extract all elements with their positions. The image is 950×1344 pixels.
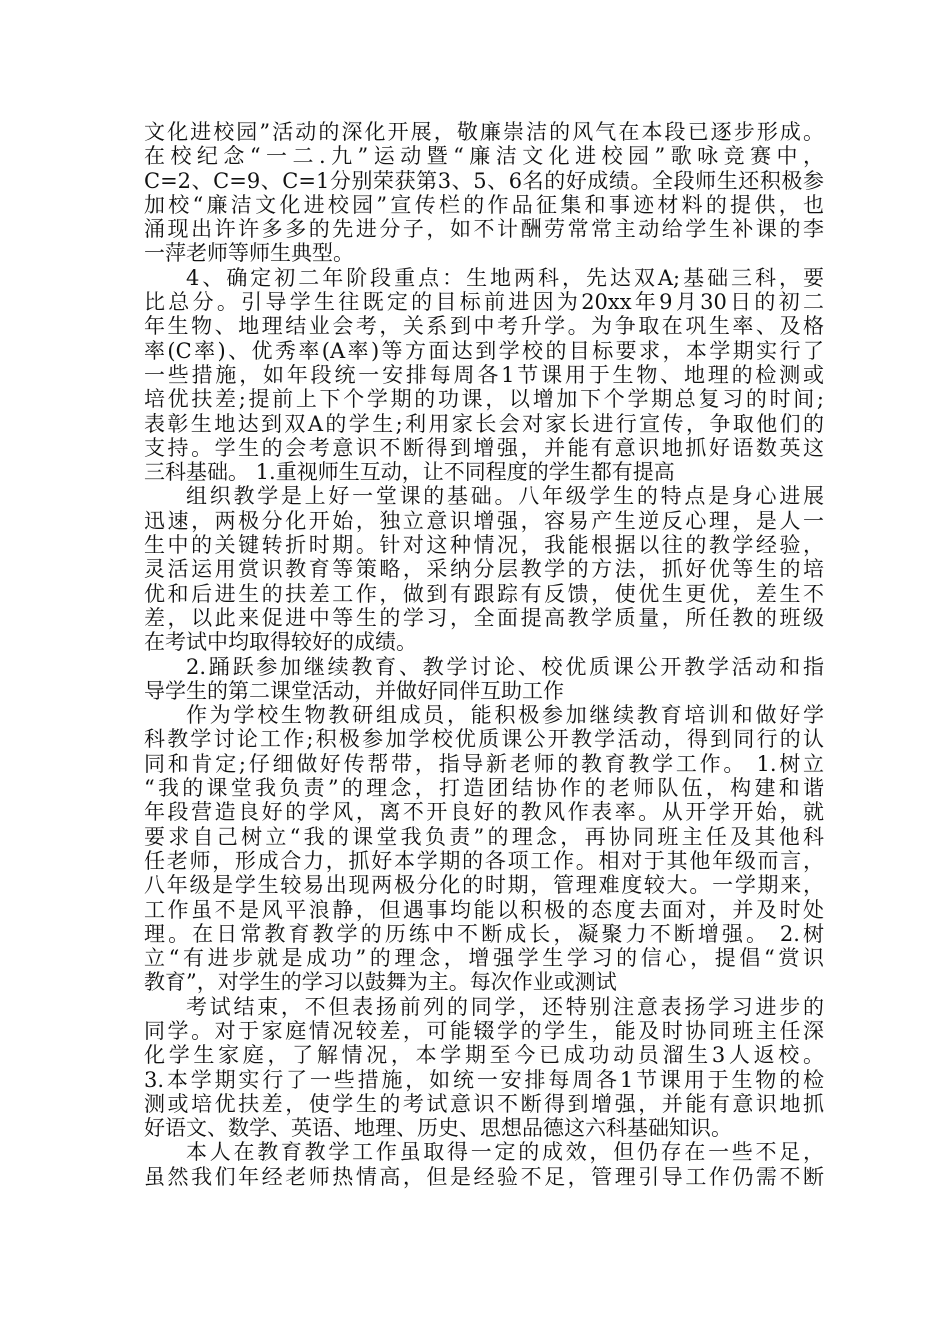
text-line: 生中的关键转折时期。针对这种情况，我能根据以往的教学经验， xyxy=(144,533,824,558)
text-line: 测或培优扶差，使学生的考试意识不断得到增强，并能有意识地抓 xyxy=(144,1091,824,1116)
text-line: C=2、C=9、C=1分别荣获第3、5、6名的好成绩。全段师生还积极参 xyxy=(144,168,824,193)
text-line: 年段营造良好的学风，离不开良好的教风作表率。从开学开始，就 xyxy=(144,800,824,825)
text-line: 差，以此来促进中等生的学习，全面提高教学质量，所任教的班级 xyxy=(144,605,824,630)
text-line: 支持。学生的会考意识不断得到增强，并能有意识地抓好语数英这 xyxy=(144,435,824,460)
text-line: 迅速，两极分化开始，独立意识增强，容易产生逆反心理，是人一 xyxy=(144,508,824,533)
text-line: 2.踊跃参加继续教育、教学讨论、校优质课公开教学活动和指 xyxy=(186,654,824,679)
text-line: 立“有进步就是成功”的理念，增强学生学习的信心，提倡“赏识 xyxy=(144,946,824,971)
text-line: 教育”，对学生的学习以鼓舞为主。每次作业或测试 xyxy=(144,970,617,995)
text-line: 年生物、地理结业会考，关系到中考升学。为争取在巩生率、及格 xyxy=(144,314,824,339)
text-line: 三科基础。 1.重视师生互动，让不同程度的学生都有提高 xyxy=(144,460,675,485)
text-line: 率(C率)、优秀率(A率)等方面达到学校的目标要求，本学期实行了 xyxy=(144,338,824,363)
text-line: 一萍老师等师生典型。 xyxy=(144,241,354,266)
text-line: 化学生家庭，了解情况，本学期至今已成功动员溜生3人返校。 xyxy=(144,1043,824,1068)
text-line: 好语文、数学、英语、地理、历史、思想品德这六科基础知识。 xyxy=(144,1116,732,1141)
text-line: 涌现出许许多多的先进分子，如不计酬劳常常主动给学生补课的李 xyxy=(144,217,824,242)
text-line: 灵活运用赏识教育等策略，采纳分层教学的方法，抓好优等生的培 xyxy=(144,557,824,582)
text-line: 一些措施，如年段统一安排每周各1节课用于生物、地理的检测或 xyxy=(144,362,824,387)
text-line: “我的课堂我负责”的理念，打造团结协作的老师队伍，构建和谐 xyxy=(144,776,824,801)
text-line: 培优扶差;提前上下个学期的功课，以增加下个学期总复习的时间; xyxy=(144,387,824,412)
text-line: 导学生的第二课堂活动，并做好同伴互助工作 xyxy=(144,678,564,703)
text-line: 加校“廉洁文化进校园”宣传栏的作品征集和事迹材料的提供，也 xyxy=(144,192,824,217)
text-line: 表彰生地达到双A的学生;利用家长会对家长进行宣传，争取他们的 xyxy=(144,411,824,436)
text-line: 科教学讨论工作;积极参加学校优质课公开教学活动，得到同行的认 xyxy=(144,727,824,752)
text-line: 虽然我们年经老师热情高，但是经验不足，管理引导工作仍需不断 xyxy=(144,1164,824,1189)
text-line: 同和肯定;仔细做好传帮带，指导新老师的教育教学工作。 1.树立 xyxy=(144,751,824,776)
text-line: 文化进校园”活动的深化开展，敬廉崇洁的风气在本段已逐步形成。 xyxy=(144,120,824,144)
text-line: 理。在日常教育教学的历练中不断成长，凝聚力不断增强。 2.树 xyxy=(144,921,824,946)
text-line: 考试结束，不但表扬前列的同学，还特别注意表扬学习进步的 xyxy=(186,994,824,1019)
text-line: 在校纪念“一二.九”运动暨“廉洁文化进校园”歌咏竞赛中， xyxy=(144,144,824,169)
text-line: 在考试中均取得较好的成绩。 xyxy=(144,630,417,655)
text-line: 4、确定初二年阶段重点：生地两科，先达双A;基础三科，要 xyxy=(186,265,824,290)
text-line: 任老师，形成合力，抓好本学期的各项工作。相对于其他年级而言， xyxy=(144,848,824,873)
text-line: 比总分。引导学生往既定的目标前进因为20xx年9月30日的初二 xyxy=(144,290,824,315)
text-line: 作为学校生物教研组成员，能积极参加继续教育培训和做好学 xyxy=(186,703,824,728)
text-line: 优和后进生的扶差工作，做到有跟踪有反馈，使优生更优，差生不 xyxy=(144,581,824,606)
text-line: 八年级是学生较易出现两极分化的时期，管理难度较大。一学期来， xyxy=(144,873,824,898)
text-line: 本人在教育教学工作虽取得一定的成效，但仍存在一些不足， xyxy=(186,1140,824,1165)
text-line: 3.本学期实行了一些措施，如统一安排每周各1节课用于生物的检 xyxy=(144,1067,824,1092)
text-line: 同学。对于家庭情况较差，可能辍学的学生，能及时协同班主任深 xyxy=(144,1018,824,1043)
document-page xyxy=(144,120,824,1189)
text-line: 工作虽不是风平浪静，但遇事均能以积极的态度去面对，并及时处 xyxy=(144,897,824,922)
text-line: 要求自己树立“我的课堂我负责”的理念，再协同班主任及其他科 xyxy=(144,824,824,849)
text-line: 组织教学是上好一堂课的基础。八年级学生的特点是身心进展 xyxy=(186,484,824,509)
